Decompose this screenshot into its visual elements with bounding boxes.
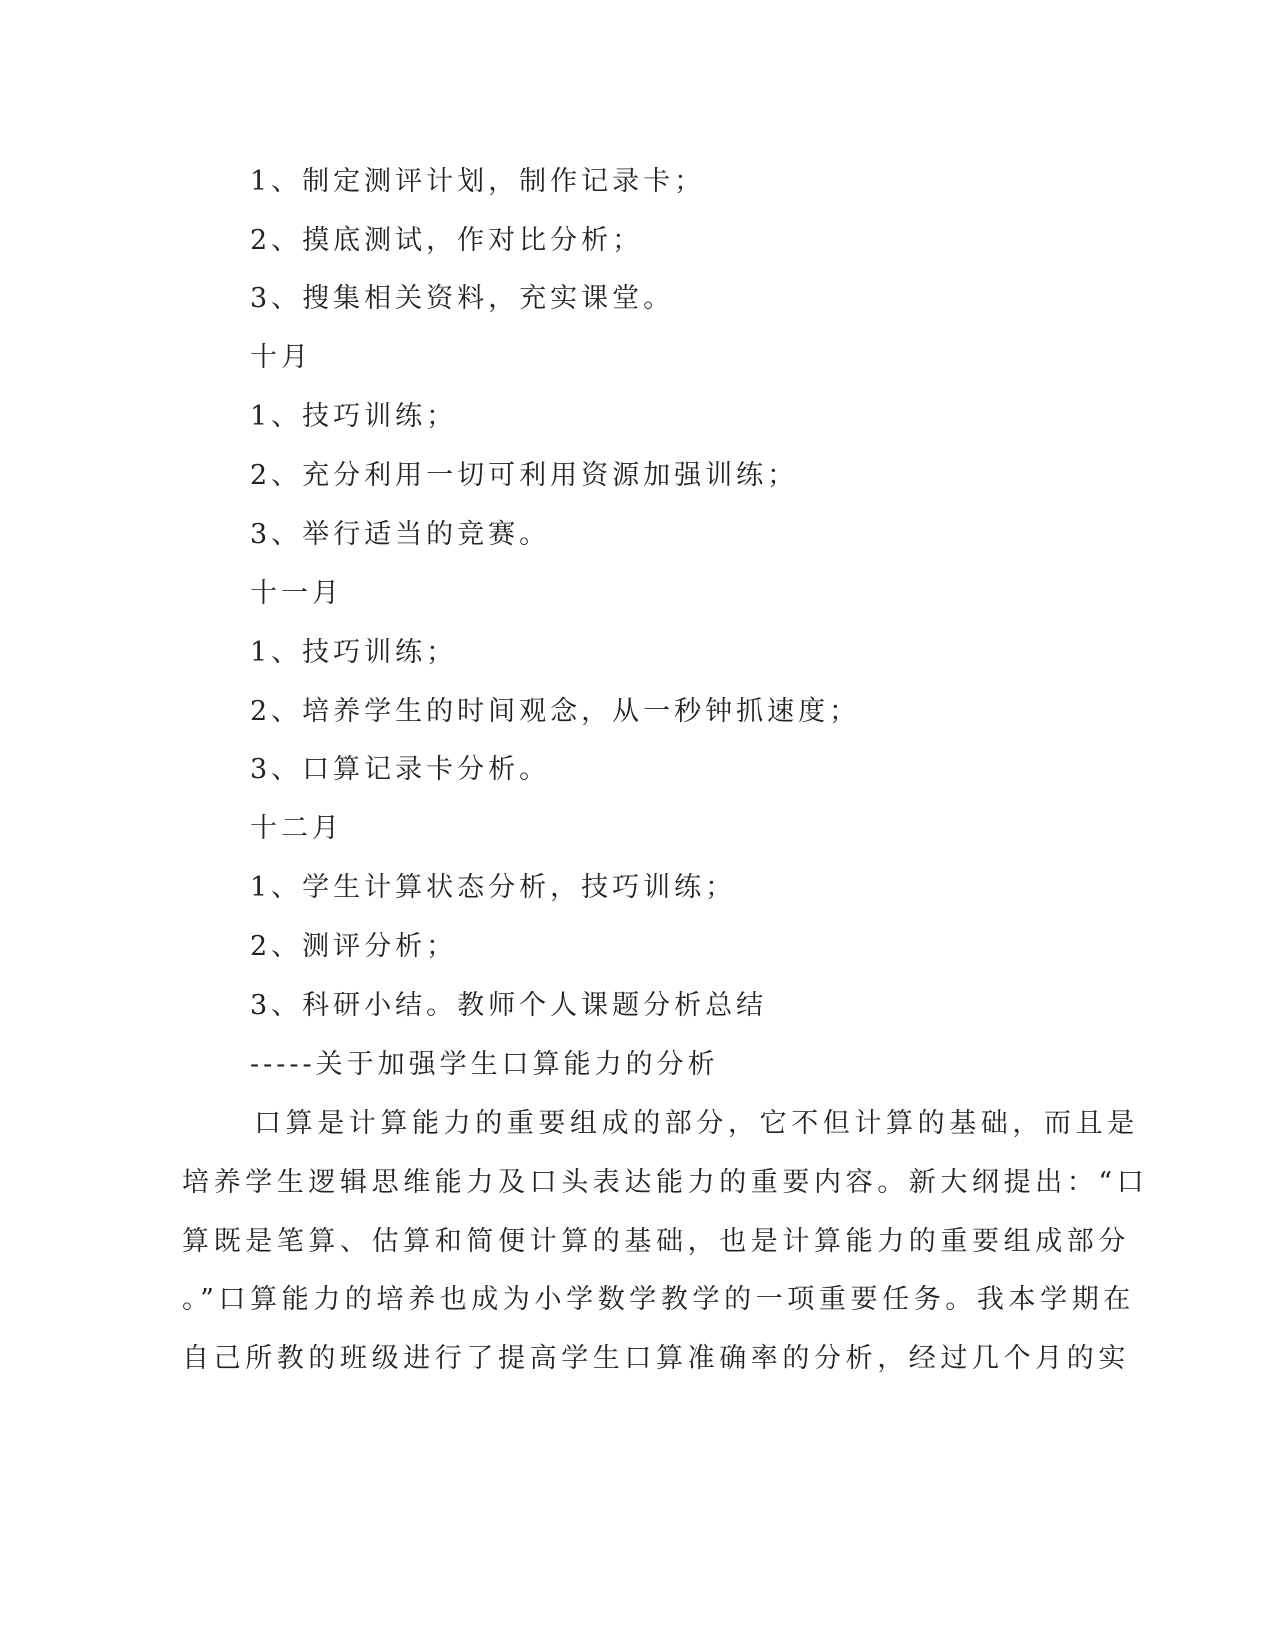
month-heading-october: 十月 xyxy=(250,342,312,373)
section-title: -----关于加强学生口算能力的分析 xyxy=(250,1049,719,1080)
plan-item-1: 1、制定测评计划，制作记录卡； xyxy=(250,166,706,197)
october-item-2: 2、充分利用一切可利用资源加强训练； xyxy=(250,460,799,491)
paragraph-line-2: 培养学生逻辑思维能力及口头表达能力的重要内容。新大纲提出：“口 xyxy=(182,1167,1149,1198)
paragraph-line-3: 算既是笔算、估算和简便计算的基础，也是计算能力的重要组成部分 xyxy=(182,1226,1130,1257)
december-item-3: 3、科研小结。教师个人课题分析总结 xyxy=(250,990,768,1021)
november-item-3: 3、口算记录卡分析。 xyxy=(250,754,551,785)
november-item-1: 1、技巧训练； xyxy=(250,637,458,668)
december-item-1: 1、学生计算状态分析，技巧训练； xyxy=(250,872,737,903)
paragraph-line-4: 。”口算能力的培养也成为小学数学教学的一项重要任务。我本学期在 xyxy=(182,1284,1135,1315)
plan-item-3: 3、搜集相关资料，充实课堂。 xyxy=(250,283,675,314)
paragraph-line-5: 自己所教的班级进行了提高学生口算准确率的分析，经过几个月的实 xyxy=(182,1343,1130,1374)
plan-item-2: 2、摸底测试，作对比分析； xyxy=(250,225,644,256)
month-heading-november: 十一月 xyxy=(250,578,343,609)
month-heading-december: 十二月 xyxy=(250,813,343,844)
november-item-2: 2、培养学生的时间观念，从一秒钟抓速度； xyxy=(250,696,861,727)
december-item-2: 2、测评分析； xyxy=(250,931,458,962)
paragraph-line-1: 口算是计算能力的重要组成的部分，它不但计算的基础，而且是 xyxy=(254,1108,1139,1139)
october-item-3: 3、举行适当的竞赛。 xyxy=(250,519,551,550)
october-item-1: 1、技巧训练； xyxy=(250,401,458,432)
